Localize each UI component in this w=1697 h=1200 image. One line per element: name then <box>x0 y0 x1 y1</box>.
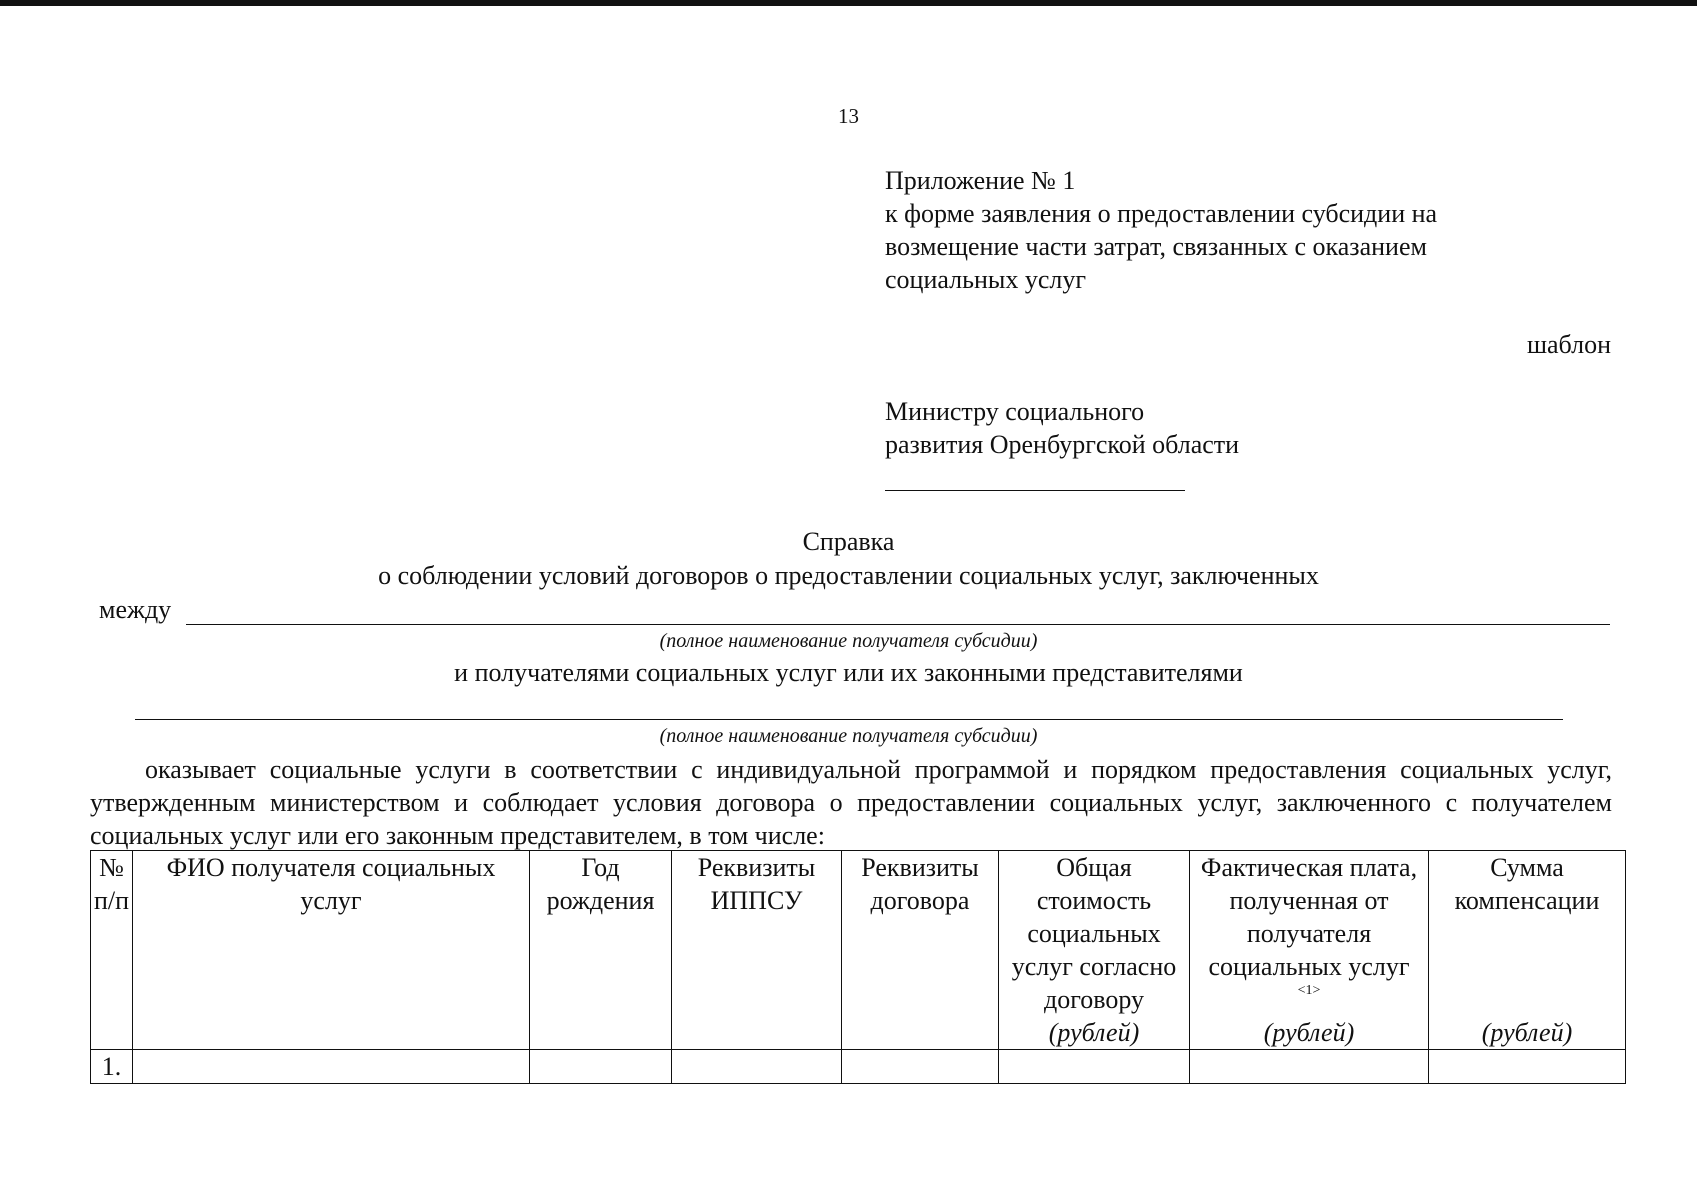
addressee-line-2: развития Оренбургской области <box>885 430 1240 459</box>
template-label: шаблон <box>1526 330 1611 359</box>
header-actual-payment-label: Фактическая плата, полученная от получателя социальных услуг <box>1200 853 1418 981</box>
recipient-name-hint-2: (полное наименование получателя субсидии) <box>659 725 1038 747</box>
body-paragraph: оказывает социальные услуги в соответствии с индивидуальной программой и порядком предоставления социальных услуг, утвержденным министерством и соблюдает условия договора о предоставлении социальных услуг, заключенного с получателем социальных услуг или его законным представителем, в том числе: <box>90 755 1612 850</box>
cell-num: 1. <box>91 1050 133 1084</box>
appendix-line-2: к форме заявления о предоставлении субсидии на <box>885 199 1438 228</box>
recipient-name-blank[interactable] <box>186 624 1610 625</box>
cell-compensation[interactable] <box>1429 1050 1626 1084</box>
recipient-name-hint: (полное наименование получателя субсидии) <box>659 630 1038 652</box>
cell-contract[interactable] <box>842 1050 999 1084</box>
cell-birth-year[interactable] <box>530 1050 672 1084</box>
header-total-cost-unit: (рублей) <box>1048 1018 1140 1047</box>
header-compensation <box>1429 851 1626 1050</box>
document-subtitle: о соблюдении условий договоров о предоставлении социальных услуг, заключенных <box>378 561 1319 590</box>
addressee-signature-line[interactable] <box>885 490 1185 491</box>
appendix-line-4: социальных услуг <box>885 265 1087 294</box>
header-compensation-label: Сумма компенсации <box>1454 853 1600 915</box>
appendix-line-1: Приложение № 1 <box>885 166 1076 195</box>
header-actual-payment-unit: (рублей) <box>1263 1018 1355 1047</box>
appendix-line-3: возмещение части затрат, связанных с оказанием <box>885 232 1427 261</box>
table-row <box>91 1050 1626 1084</box>
addressee-block <box>885 395 1239 461</box>
header-compensation-unit: (рублей) <box>1481 1018 1573 1047</box>
header-total-cost-label: Общая стоимость социальных услуг согласно договору <box>1011 853 1177 1014</box>
cell-ippsu[interactable] <box>672 1050 842 1084</box>
header-contract: Реквизиты договора <box>842 851 999 1050</box>
services-table <box>90 850 1626 1084</box>
appendix-block <box>885 164 1437 296</box>
cell-actual-payment[interactable] <box>1190 1050 1429 1084</box>
addressee-line-1: Министру социального <box>885 397 1145 426</box>
cell-fio[interactable] <box>133 1050 530 1084</box>
header-ippsu: Реквизиты ИППСУ <box>672 851 842 1050</box>
page-number: 13 <box>838 104 859 128</box>
cell-total-cost[interactable] <box>999 1050 1190 1084</box>
header-birth-year: Год рождения <box>530 851 672 1050</box>
table-header-row <box>91 851 1626 1050</box>
header-total-cost <box>999 851 1190 1050</box>
recipient-name-blank-2[interactable] <box>135 719 1563 720</box>
top-border <box>0 0 1697 6</box>
and-recipients-line: и получателями социальных услуг или их законными представителями <box>454 658 1243 687</box>
header-actual-payment <box>1190 851 1429 1050</box>
header-fio: ФИО получателя социальных услуг <box>133 851 530 1050</box>
footnote-mark: <1> <box>1297 983 1321 998</box>
between-label: между <box>99 595 172 624</box>
header-num: № п/п <box>91 851 133 1050</box>
document-title: Справка <box>802 527 895 556</box>
